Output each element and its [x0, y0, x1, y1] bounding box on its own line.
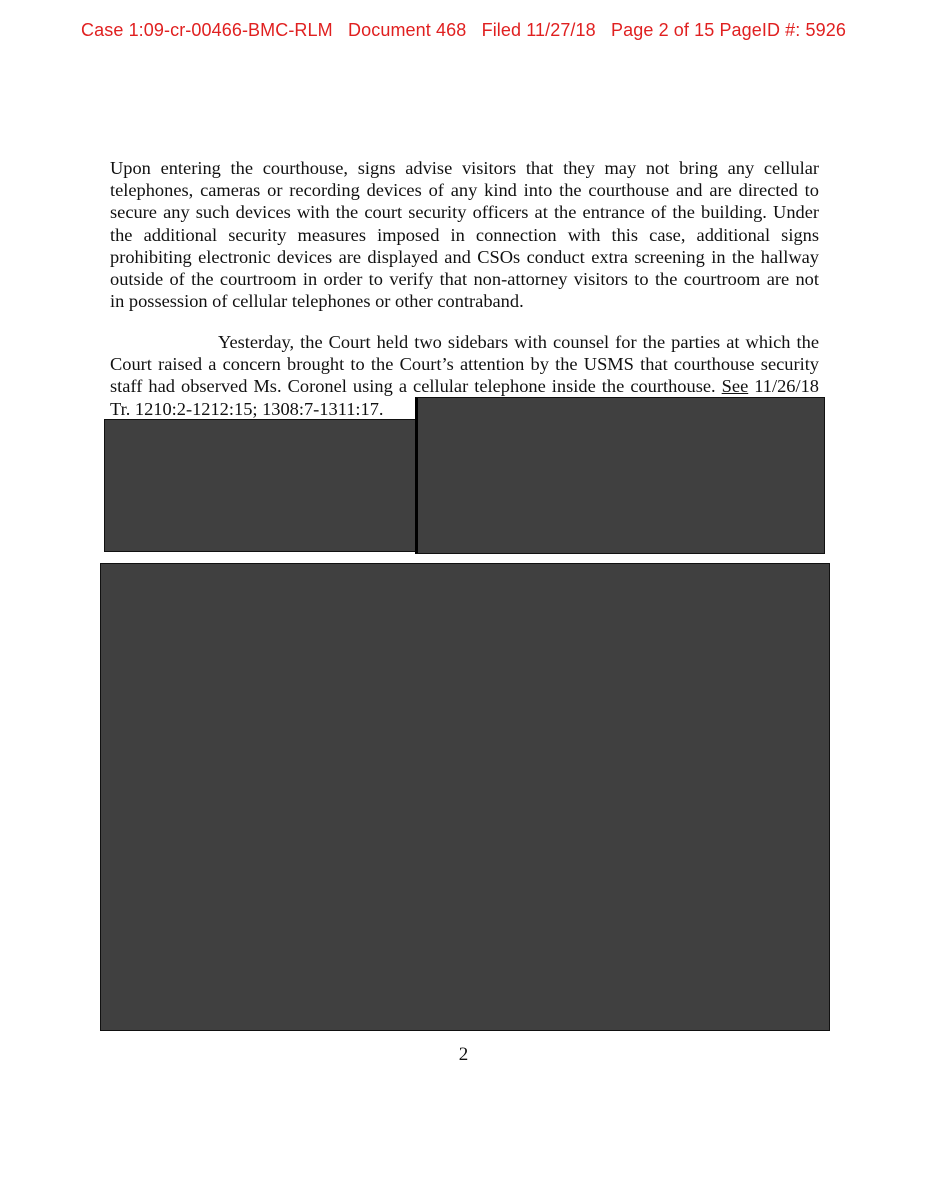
paragraph-courthouse-signs: [110, 157, 819, 312]
see-citation-signal: See: [721, 376, 749, 397]
text-line: [110, 375, 819, 397]
text-line: secure any such devices with the court security officers at the entrance of the building. Under: [110, 202, 819, 223]
redaction-block: [415, 397, 825, 554]
text-line: telephones, cameras or recording devices of any kind into the courthouse and are directed to: [110, 180, 819, 201]
text-segment: 11/26/18: [748, 376, 820, 397]
text-line: the additional security measures imposed in connection with this case, additional signs: [110, 224, 819, 245]
text-line: outside of the courtroom in order to verify that non-attorney visitors to the courtroom are not: [110, 269, 819, 290]
text-line: prohibiting electronic devices are displayed and CSOs conduct extra screening in the hallway: [110, 246, 819, 267]
text-segment: staff had observed Ms. Coronel using a cellular telephone inside the courthouse.: [110, 376, 722, 397]
text-line: Tr. 1210:2-1212:15; 1308:7-1311:17.: [110, 398, 384, 419]
text-line: in possession of cellular telephones or other contraband.: [110, 291, 524, 312]
page-number: 2: [458, 1044, 469, 1065]
text-line: Yesterday, the Court held two sidebars with counsel for the parties at which the: [218, 332, 819, 352]
case-header-stamp: Case 1:09-cr-00466-BMC-RLM Document 468 Filed 11/27/18 Page 2 of 15 PageID #: 5926: [81, 20, 846, 40]
text-line: Court raised a concern brought to the Court’s attention by the USMS that courthouse security: [110, 354, 819, 375]
text-line: Upon entering the courthouse, signs advise visitors that they may not bring any cellular: [110, 158, 819, 178]
redaction-block: [100, 563, 830, 1031]
redaction-block: [104, 419, 420, 552]
